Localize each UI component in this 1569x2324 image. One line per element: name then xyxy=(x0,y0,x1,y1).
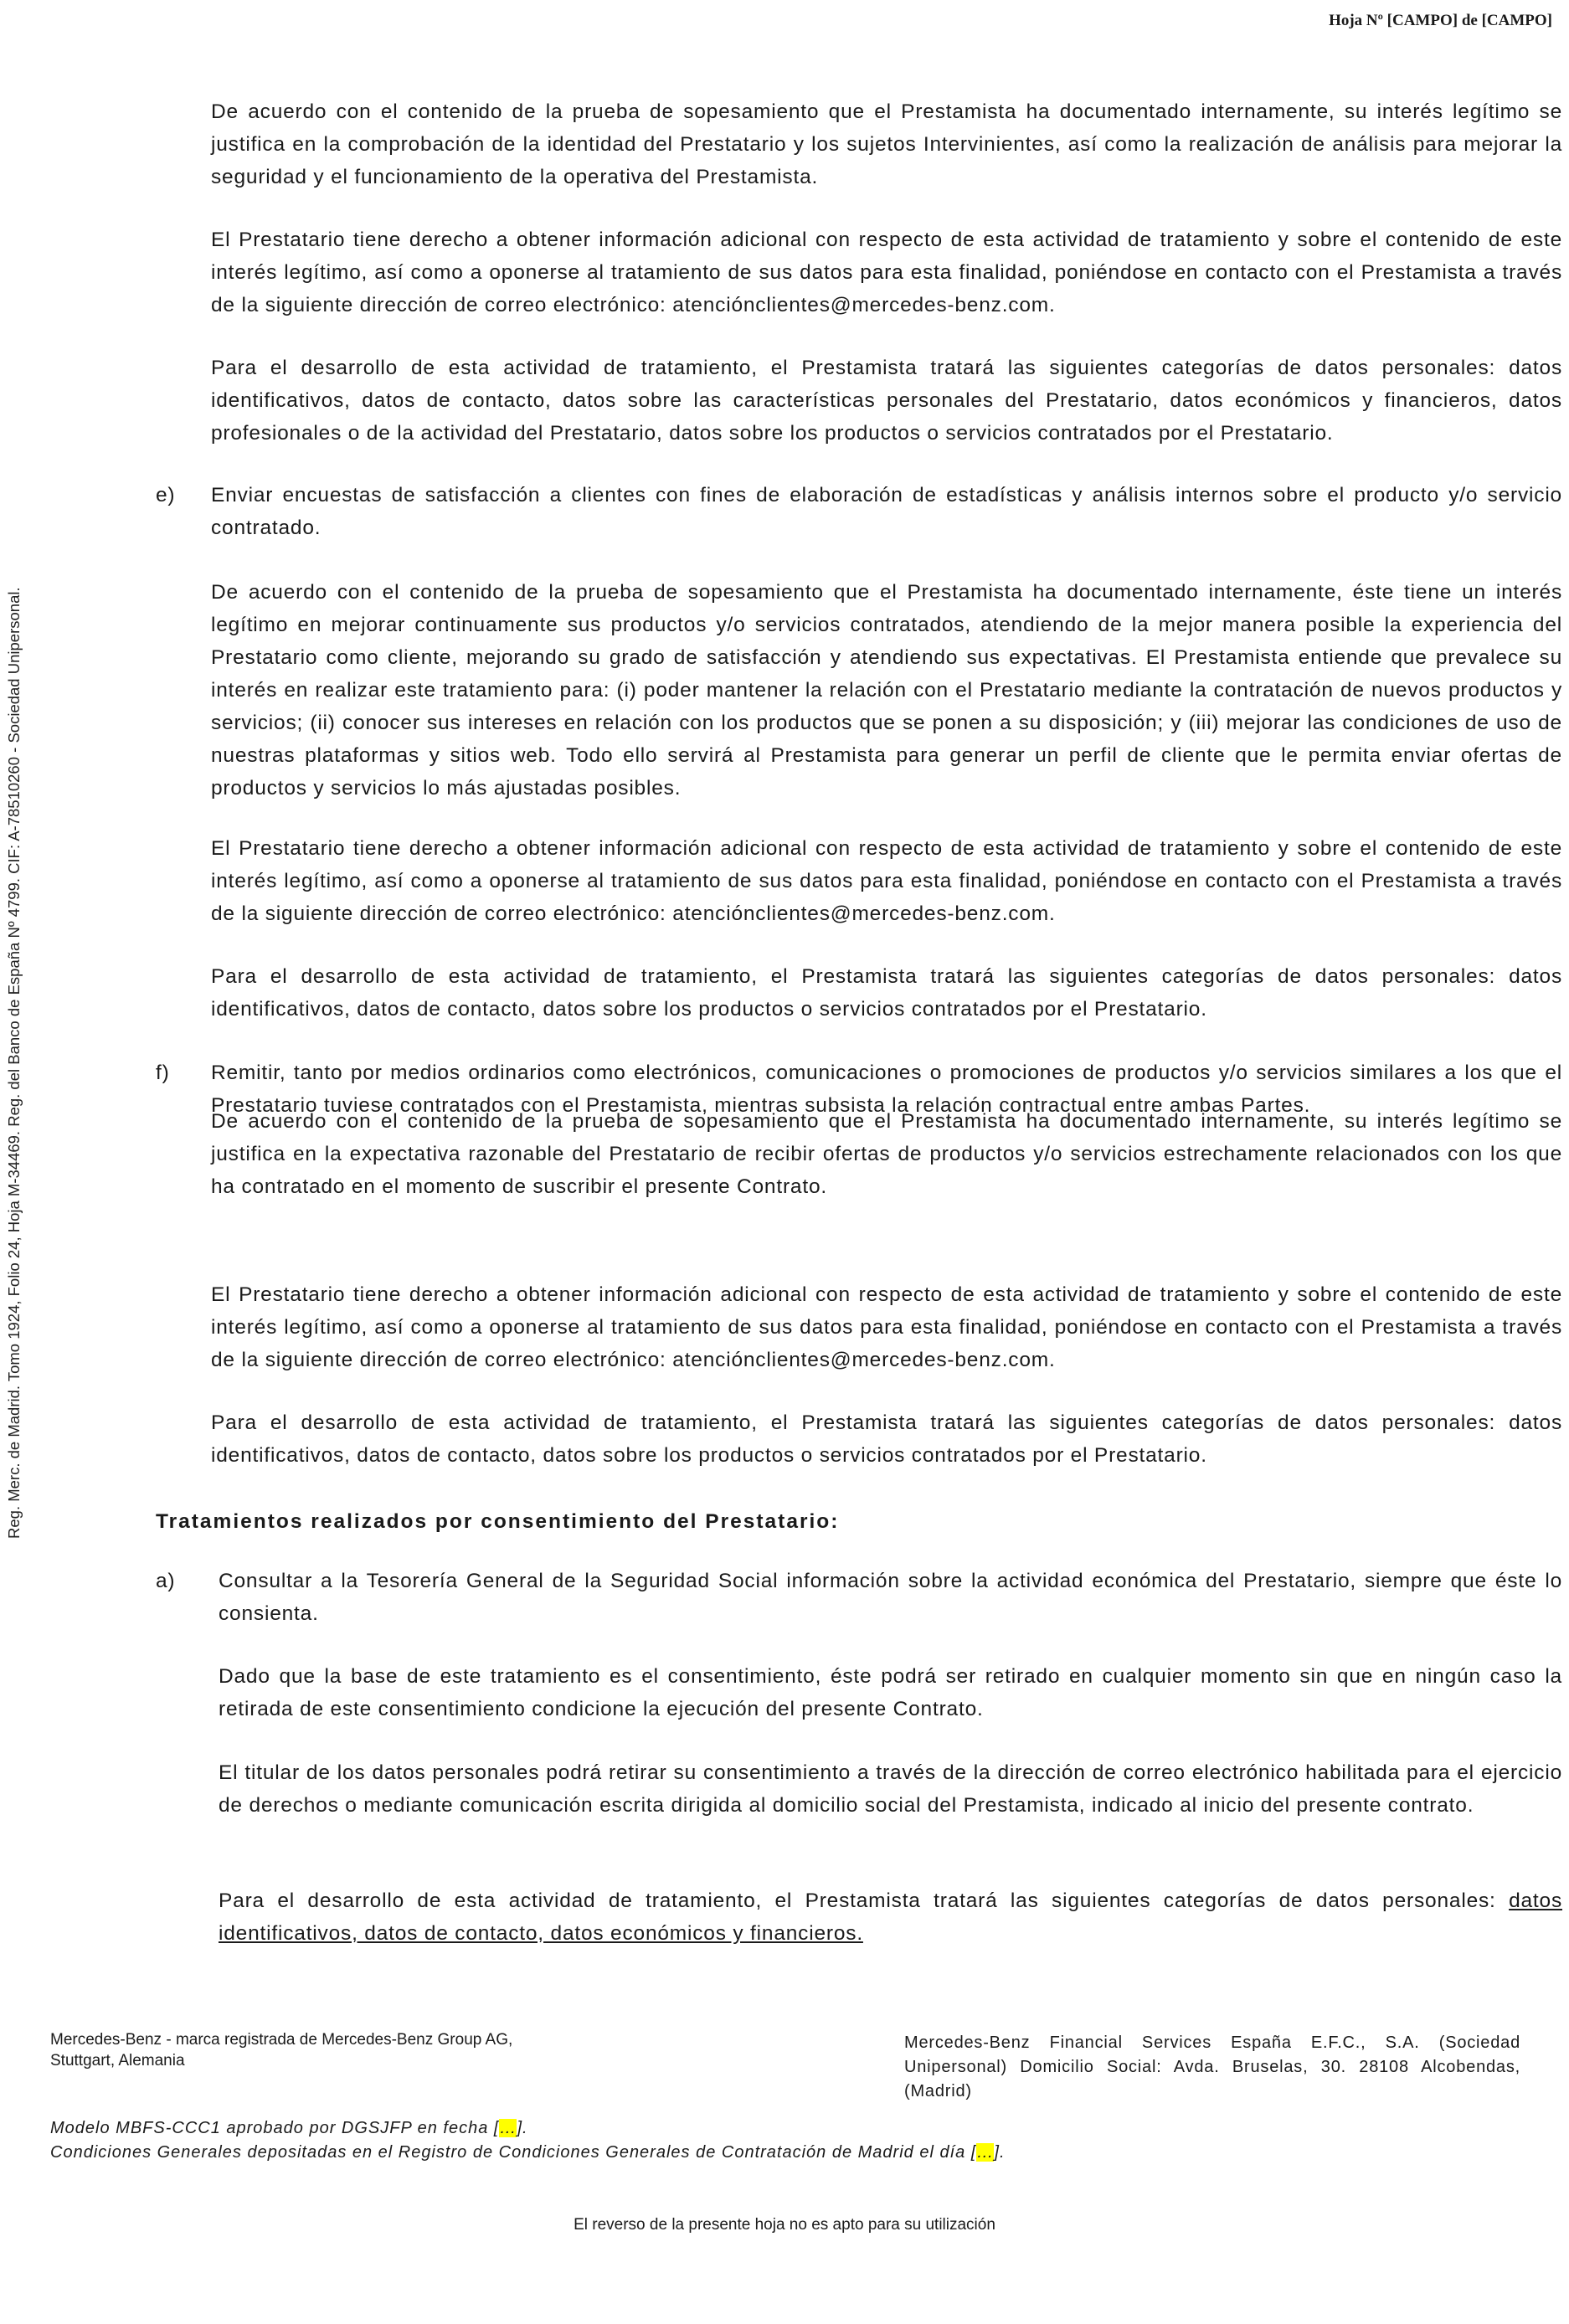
item-f-paragraph-categories: Para el desarrollo de esta actividad de tratamiento, el Prestamista tratará las siguientes categorías de datos personales: datos identificativos, datos de contacto, datos sobre los productos o servicios contratados por el Prestatario. xyxy=(211,1411,1562,1467)
item-f-paragraph-interest: De acuerdo con el contenido de la prueba de sopesamiento que el Prestamista ha documentado internamente, su interés legítimo se justifica en la expectativa razonable del Prestatario de recibir ofertas de productos y/o servicios estrechamente relacionados con los que ha contratado en el momento de suscribir el presente Contrato. xyxy=(211,1110,1562,1198)
paragraph-legitimate-interest: De acuerdo con el contenido de la prueba de sopesamiento que el Prestamista ha documentado internamente, su interés legítimo se justifica en la comprobación de la identidad del Prestatario y los sujetos Intervinientes, así como la realización de análisis para mejorar la seguridad y el funcionamiento de la operativa del Prestamista. xyxy=(211,100,1562,188)
item-f-title: Remitir, tanto por medios ordinarios como electrónicos, comunicaciones o promociones de productos y/o servicios similares a los que el Prestatario tuviese contratados con el Prestamista, mientras subsista la relación contractual entre ambas Partes. xyxy=(211,1062,1562,1117)
consent-paragraph-categories xyxy=(219,1884,1562,1950)
item-e-title: Enviar encuestas de satisfacción a clientes con fines de elaboración de estadísticas y análisis internos sobre el producto y/o servicio contratado. xyxy=(211,484,1562,539)
footer-model-approval xyxy=(50,2116,528,2141)
consent-categories-underlined: datos identificativos, datos de contacto, datos económicos y financieros. xyxy=(219,1890,1562,1945)
consent-section-heading: Tratamientos realizados por consentimiento del Prestatario: xyxy=(156,1510,840,1533)
paragraph-rights-info: El Prestatario tiene derecho a obtener información adicional con respecto de esta actividad de tratamiento y sobre el contenido de este interés legítimo, así como a oponerse al tratamiento de sus datos para esta finalidad, poniéndose en contacto con el Prestamista a través de la siguiente dirección de correo electrónico: atenciónclientes@mercedes-benz.com. xyxy=(211,229,1562,316)
footer-company-address: Mercedes-Benz Financial Services España E.F.C., S.A. (Sociedad Unipersonal) Domicilio Social: Avda. Bruselas, 30. 28108 Alcobendas, (Madrid) xyxy=(904,2034,1520,2100)
footer-conditions-tail: ]. xyxy=(994,2143,1006,2162)
footer-model-tail: ]. xyxy=(517,2119,528,2137)
item-e-paragraph-interest: De acuerdo con el contenido de la prueba de sopesamiento que el Prestamista ha documentado internamente, éste tiene un interés legítimo en mejorar continuamente sus productos y/o servicios contratados, atendiendo de la mejor manera posible la experiencia del Prestatario como cliente, mejorando su grado de satisfacción y atendiendo sus expectativas. El Prestamista entiende que prevalece su interés en realizar este tratamiento para: (i) poder mantener la relación con el Prestatario mediante la contratación de nuevos productos y servicios; (ii) conocer sus intereses en relación con los productos que se ponen a su disposición; y (iii) mejorar las condiciones de uso de nuestras plataformas y sitios web. Todo ello servirá al Prestamista para generar un perfil de cliente que le permita enviar ofertas de productos y servicios lo más ajustadas posibles. xyxy=(211,581,1562,800)
footer-trademark xyxy=(50,2029,586,2071)
registry-side-note: Reg. Merc. de Madrid. Tomo 1924, Folio 24, Hoja M-34469. Reg. del Banco de España Nº 4799. CIF: A-78510260 - Sociedad Unipersonal. xyxy=(5,587,23,1539)
list-marker-a: a) xyxy=(156,1570,176,1592)
paragraph-data-categories: Para el desarrollo de esta actividad de tratamiento, el Prestamista tratará las siguientes categorías de datos personales: datos identificativos, datos de contacto, datos sobre las características personales del Prestatario, datos económicos y financieros, datos profesionales o de la actividad del Prestatario, datos sobre los productos o servicios contratados por el Prestatario. xyxy=(211,357,1562,445)
consent-paragraph-withdraw-method: El titular de los datos personales podrá retirar su consentimiento a través de la dirección de correo electrónico habilitada para el ejercicio de derechos o mediante comunicación escrita dirigida al domicilio social del Prestamista, indicado al inicio del presente contrato. xyxy=(219,1761,1562,1817)
item-e-paragraph-categories: Para el desarrollo de esta actividad de tratamiento, el Prestamista tratará las siguientes categorías de datos personales: datos identificativos, datos de contacto, datos sobre los productos o servicios contratados por el Prestatario. xyxy=(211,965,1562,1021)
page-number-header: Hoja Nº [CAMPO] de [CAMPO] xyxy=(1329,12,1552,29)
list-marker-e: e) xyxy=(156,484,176,506)
list-marker-f: f) xyxy=(156,1062,170,1084)
footer-conditions-lead: Condiciones Generales depositadas en el Registro de Condiciones Generales de Contratación de Madrid el día [ xyxy=(50,2143,977,2162)
footer-trademark-line-1: Mercedes-Benz - marca registrada de Mercedes-Benz Group AG, xyxy=(50,2031,513,2049)
consent-categories-lead: Para el desarrollo de esta actividad de tratamiento, el Prestamista tratará las siguientes categorías de datos personales: xyxy=(219,1890,1510,1912)
footer-conditions-placeholder: … xyxy=(976,2143,995,2162)
footer-trademark-line-2: Stuttgart, Alemania xyxy=(50,2052,185,2069)
consent-item-a-title: Consultar a la Tesorería General de la Seguridad Social información sobre la actividad económica del Prestatario, siempre que éste lo consienta. xyxy=(219,1570,1562,1625)
item-e-paragraph-rights: El Prestatario tiene derecho a obtener información adicional con respecto de esta actividad de tratamiento y sobre el contenido de este interés legítimo, así como a oponerse al tratamiento de sus datos para esta finalidad, poniéndose en contacto con el Prestamista a través de la siguiente dirección de correo electrónico: atenciónclientes@mercedes-benz.com. xyxy=(211,837,1562,925)
footer-model-lead: Modelo MBFS-CCC1 aprobado por DGSJFP en fecha [ xyxy=(50,2119,500,2137)
item-f-paragraph-rights: El Prestatario tiene derecho a obtener información adicional con respecto de esta actividad de tratamiento y sobre el contenido de este interés legítimo, así como a oponerse al tratamiento de sus datos para esta finalidad, poniéndose en contacto con el Prestamista a través de la siguiente dirección de correo electrónico: atenciónclientes@mercedes-benz.com. xyxy=(211,1283,1562,1371)
footer-model-placeholder: … xyxy=(499,2119,517,2137)
consent-paragraph-withdrawal: Dado que la base de este tratamiento es el consentimiento, éste podrá ser retirado en cualquier momento sin que en ningún caso la retirada de este consentimiento condicione la ejecución del presente Contrato. xyxy=(219,1665,1562,1720)
footer-conditions-deposit xyxy=(50,2141,1006,2165)
reverse-side-notice: El reverso de la presente hoja no es apto para su utilización xyxy=(574,2216,995,2234)
